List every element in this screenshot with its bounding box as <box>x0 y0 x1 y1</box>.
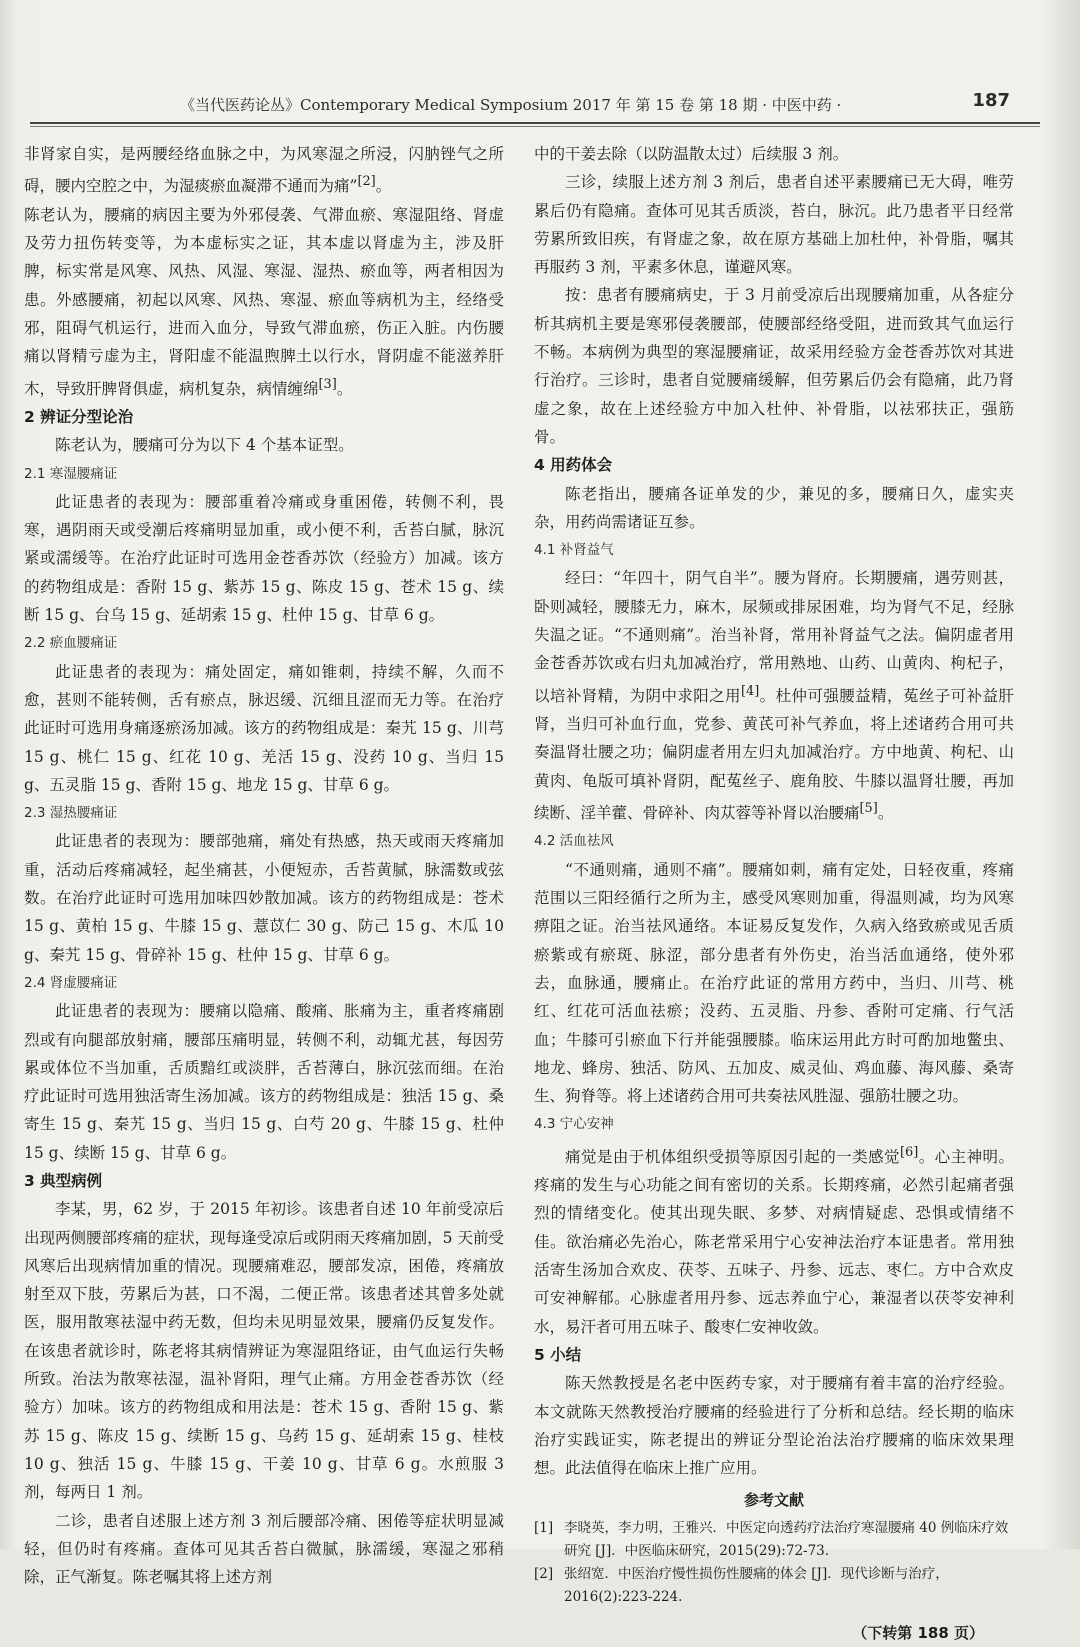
paragraph: 三诊，续服上述方剂 3 剂后，患者自述平素腰痛已无大碍，唯劳累后仍有隐痛。查体可见其舌质淡，苔白，脉沉。此乃患者平日经常劳累所致旧疾，有肾虚之象，故在原方基础上加杜仲，补骨脂，嘱其再服药 3 剂，平素多休息，谨避风寒。 <box>534 173 1014 277</box>
paragraph: 二诊，患者自述服上述方剂 3 剂后腰部冷痛、困倦等症状明显减轻，但仍时有疼痛。查体可见其舌苔白微腻，脉濡缓，寒湿之邪稍除，正气渐复。陈老嘱其将上述方剂 <box>24 1511 504 1587</box>
reference-number: [1] <box>534 1519 554 1536</box>
section-heading: 5 小结 <box>534 1345 582 1364</box>
continued-note: （下转第 188 页） <box>852 1623 984 1642</box>
references-title: 参考文献 <box>743 1491 804 1510</box>
citation[interactable]: [2] <box>357 174 376 190</box>
paragraph: 陈天然教授是名老中医药专家，对于腰痛有着丰富的治疗经验。本文就陈天然教授治疗腰痛的经验进行了分析和总结。经长期的临床治疗实践证实，陈老提出的辨证分型论治法治疗腰痛的临床效果理想。此法值得在临床上推广应用。 <box>534 1374 1014 1478</box>
subsection-heading: 2.2 瘀血腰痛证 <box>24 635 118 652</box>
paragraph: 中的干姜去除（以防温散太过）后续服 3 剂。 <box>534 145 849 163</box>
paragraph: 陈老指出，腰痛各证单发的少，兼见的多，腰痛日久，虚实夹杂，用药尚需诸证互参。 <box>534 484 1014 531</box>
subsection-heading: 4.1 补肾益气 <box>534 542 614 559</box>
paragraph: 李某，男，62 岁，于 2015 年初诊。该患者自述 10 年前受凉后出现两侧腰部疼痛的症状，现每逢受凉后或阴雨天疼痛加剧，5 天前受风寒后出现病情加重的情况。现腰痛难忍，腰部发凉，困倦，疼痛放射至双下肢，劳累后为甚，口不渴，二便正常。该患者述其曾多处就医，服用散寒祛湿中药无数，但均未见明显效果，腰痛仍反复发作。在该患者就诊时，陈老将其病情辨证为寒湿阻络证，由气血运行失畅所致。治法为散寒祛湿，温补肾阳，理气止痛。方用金苍香苏饮（经验方）加味。该方的药物组成和用法是：苍术 15 g、香附 15 g、紫苏 15 g、陈皮 15 g、续断 15 g、乌药 15 g、延胡索 15 g、桂枝 10 g、独活 15 g、牛膝 15 g、干姜 10 g、甘草 6 g。水煎服 3 剂，每两日 1 剂。 <box>24 1200 504 1502</box>
section-heading: 4 用药体会 <box>534 456 613 475</box>
subsection-heading: 4.3 宁心安神 <box>534 1116 614 1133</box>
subsection-heading: 2.3 湿热腰痛证 <box>24 805 118 822</box>
reference-number: [2] <box>534 1565 554 1582</box>
right-column <box>534 140 1014 1647</box>
paragraph: 此证患者的表现为：腰部重着冷痛或身重困倦，转侧不利，畏寒，遇阴雨天或受潮后疼痛明显加重，或小便不利，舌苔白腻，脉沉紧或濡缓等。在治疗此证时可选用金苍香苏饮（经验方）加减。该方的药物组成是：香附 15 g、紫苏 15 g、陈皮 15 g、苍术 15 g、续断 15 g、台乌 15 g、延胡索 15 g、杜仲 15 g、甘草 6 g。 <box>24 492 504 625</box>
paragraph: 陈老认为，腰痛可分为以下 4 个基本证型。 <box>55 436 354 455</box>
paragraph: 按：患者有腰痛病史，于 3 月前受凉后出现腰痛加重，从各症分析其病机主要是寒邪侵袭腰部，使腰部经络受阻，进而致其气血运行不畅。本病例为典型的寒湿腰痛证，故采用经验方金苍香苏饮对其进行治疗。三诊时，患者自觉腰痛缓解，但劳累后仍会有隐痛，此乃肾虚之象，故在上述经验方中加入杜仲、补骨脂，以祛邪扶正，强筋骨。 <box>534 286 1014 446</box>
journal-title: 《当代医药论丛》Contemporary Medical Symposium 2017 年 第 15 卷 第 18 期 · 中医中药 · <box>180 96 842 114</box>
running-header <box>130 90 1010 122</box>
page-number: 187 <box>972 90 1010 111</box>
section-heading: 2 辨证分型论治 <box>24 407 134 426</box>
reference-text: 李晓英，李力明，王雅兴．中医定向透药疗法治疗寒湿腰痛 40 例临床疗效研究 [J]．中医临床研究，2015(29):72-73. <box>564 1519 1009 1559</box>
header-rule-thin <box>30 126 1040 127</box>
subsection-heading: 2.1 寒湿腰痛证 <box>24 465 118 482</box>
citation[interactable]: [3] <box>318 376 337 392</box>
paragraph: 痛觉是由于机体组织受损等原因引起的一类感觉[6]。心主神明。疼痛的发生与心功能之间有密切的关系。长期疼痛，必然引起痛者强烈的情绪变化。使其出现失眠、多梦、对病情疑虑、恐惧或情绪不佳。欲治痛必先治心，陈老常采用宁心安神法治疗本证患者。常用独活寄生汤加合欢皮、茯苓、五味子、丹参、远志、枣仁。方中合欢皮可安神解郁。心脉虚者用丹参、远志养血宁心，兼湿者以茯苓安神利水，易汗者可用五味子、酸枣仁安神收敛。 <box>534 1144 1014 1336</box>
section-heading: 3 典型病例 <box>24 1172 103 1190</box>
citation[interactable]: [4] <box>740 683 760 699</box>
subsection-heading: 2.4 肾虚腰痛证 <box>24 974 118 991</box>
reference-item <box>534 1517 1014 1563</box>
left-column <box>24 140 504 1591</box>
paragraph: 此证患者的表现为：痛处固定，痛如锥刺，持续不解，久而不愈，甚则不能转侧，舌有瘀点，脉迟缓、沉细且涩而无力等。在治疗此证时可选用身痛逐瘀汤加减。该方的药物组成是：秦艽 15 g、川芎 15 g、桃仁 15 g、红花 10 g、羌活 15 g、没药 10 g、当归 15 g、五灵脂 15 g、香附 15 g、地龙 15 g、甘草 6 g。 <box>24 662 504 794</box>
citation[interactable]: [5] <box>859 800 878 816</box>
paragraph: 陈老认为，腰痛的病因主要为外邪侵袭、气滞血瘀、寒湿阻络、肾虚及劳力扭伤转变等，为本虚标实之证，其本虚以肾虚为主，涉及肝脾，标实常是风寒、风热、风湿、寒湿、湿热、瘀血等，两者相因为患。外感腰痛，初起以风寒、风热、寒湿、瘀血等病机为主，经络受邪，阻碍气机运行，进而入血分，导致气滞血瘀，伤正入脏。内伤腰痛以肾精亏虚为主，肾阳虚不能温煦脾土以行水，肾阴虚不能滋养肝木，导致肝脾肾俱虚，病机复杂，病情缠绵[3]。 <box>24 205 504 398</box>
reference-item <box>534 1563 1014 1609</box>
paragraph: 经曰：“年四十，阴气自半”。腰为肾府。长期腰痛，遇劳则甚，卧则减轻，腰膝无力，麻木，尿频或排尿困难，均为肾气不足，经脉失温之证。“不通则痛”。治当补肾，常用补肾益气之法。偏阴虚者用金苍香苏饮或右归丸加减治疗，常用熟地、山药、山黄肉、枸杞子，以培补肾精，为阴中求阳之用[4]。杜仲可强腰益精，菟丝子可补益肝肾，当归可补血行血，党参、黄芪可补气养血，将上述诸药合用可共奏温肾壮腰之功；偏阴虚者用左归丸加减治疗。方中地黄、枸杞、山黄肉、龟版可填补肾阴，配菟丝子、鹿角胶、牛膝以温肾壮腰，再加续断、淫羊藿、骨碎补、肉苁蓉等补肾以治腰痛[5]。 <box>534 569 1014 823</box>
subsection-heading: 4.2 活血祛风 <box>534 833 614 850</box>
reference-text: 张绍宽．中医治疗慢性损伤性腰痛的体会 [J]．现代诊断与治疗，2016(2):223-224. <box>564 1565 949 1605</box>
paragraph: “不通则痛，通则不痛”。腰痛如刺，痛有定处，日轻夜重，疼痛范围以三阳经循行之所为主，感受风寒则加重，得温则减，均为风寒痹阻之证。治当祛风通络。本证易反复发作，久病入络致瘀或见舌质瘀紫或有瘀斑、脉涩，部分患者有外伤史，治当活血通络，使外邪去，血脉通，腰痛止。在治疗此证的常用方药中，当归、川芎、桃红、红花可活血祛瘀；没药、五灵脂、丹参、香附可定痛、行气活血；牛膝可引瘀血下行并能强腰膝。临床运用此方时可酌加地鳖虫、地龙、蜂房、独活、防风、五加皮、威灵仙、鸡血藤、海风藤、桑寄生、狗脊等。将上述诸药合用可共奏祛风胜湿、强筋壮腰之功。 <box>534 860 1014 1106</box>
citation[interactable]: [6] <box>899 1144 919 1160</box>
header-rule <box>30 122 1040 124</box>
paragraph: 此证患者的表现为：腰部弛痛，痛处有热感，热天或雨天疼痛加重，活动后疼痛减轻，起坐痛甚，小便短赤，舌苔黄腻，脉濡数或弦数。在治疗此证时可选用加味四妙散加减。该方的药物组成是：苍术 15 g、黄柏 15 g、牛膝 15 g、薏苡仁 30 g、防己 15 g、木瓜 10 g、秦艽 15 g、骨碎补 15 g、杜仲 15 g、甘草 6 g。 <box>24 832 504 964</box>
paragraph: 此证患者的表现为：腰痛以隐痛、酸痛、胀痛为主，重者疼痛剧烈或有向腿部放射痛，腰部压痛明显，转侧不利，动辄尤甚，每因劳累或体位不当加重，舌质黯红或淡胖，舌苔薄白，脉沉弦而细。在治疗此证时可选用独活寄生汤加减。该方的药物组成是：独活 15 g、桑寄生 15 g、秦艽 15 g、当归 15 g、白芍 20 g、牛膝 15 g、杜仲 15 g、续断 15 g、甘草 6 g。 <box>24 1002 504 1162</box>
paragraph: 非肾家自实，是两腰经络血脉之中，为风寒湿之所浸，闪肭锉气之所碍，腰内空腔之中，为湿痰瘀血凝滞不通而为痛”[2]。 <box>24 145 504 196</box>
